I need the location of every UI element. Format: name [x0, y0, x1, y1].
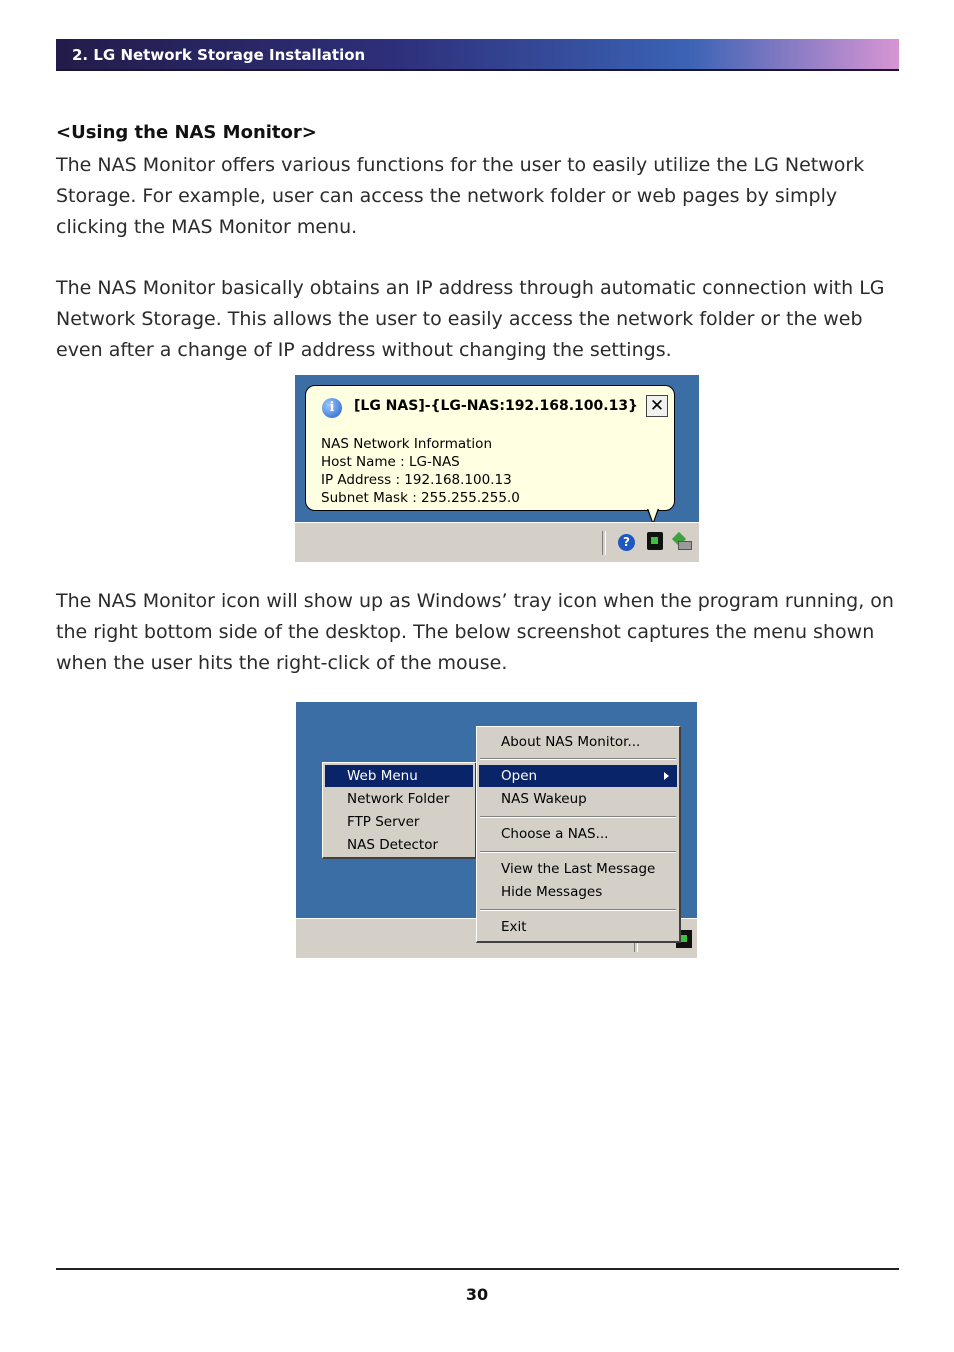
notification-balloon [305, 385, 675, 511]
paragraph-ip: The NAS Monitor basically obtains an IP address through automatic connection with LG Network Storage. This allows the user to easily access the network folder or the web even after a change of IP address without changing the settings. [56, 277, 885, 361]
menu-separator [480, 816, 676, 818]
network-tray-icon[interactable] [672, 532, 692, 552]
menu-separator [480, 909, 676, 911]
paragraph-intro: The NAS Monitor offers various functions for the user to easily utilize the LG Network Storage. For example, user can access the network folder or web pages by simply clicking the MAS Monitor menu. [56, 154, 865, 238]
tray-separator [602, 531, 606, 555]
menu-item-choose-nas[interactable]: Choose a NAS... [501, 826, 609, 842]
menu-item-ftp-server[interactable]: FTP Server [347, 814, 420, 830]
menu-item-network-folder[interactable]: Network Folder [347, 791, 450, 807]
balloon-line: NAS Network Information [321, 436, 492, 452]
web-submenu [322, 762, 477, 859]
menu-separator [480, 758, 676, 760]
menu-item-web-menu[interactable]: Web Menu [325, 765, 473, 787]
menu-item-view-last-message[interactable]: View the Last Message [501, 861, 656, 877]
section-title: <Using the NAS Monitor> [56, 122, 317, 143]
menu-item-nas-detector[interactable]: NAS Detector [347, 837, 439, 853]
menu-item-nas-wakeup[interactable]: NAS Wakeup [501, 791, 587, 807]
page-number: 30 [465, 1285, 489, 1304]
menu-separator [480, 851, 676, 853]
footer-divider [56, 1268, 899, 1270]
header-bar [56, 39, 899, 71]
submenu-arrow-icon [664, 772, 669, 780]
screenshot-context-menu [296, 702, 697, 958]
balloon-line: Host Name : LG-NAS [321, 454, 460, 470]
menu-item-about[interactable]: About NAS Monitor... [501, 734, 641, 750]
header-title: 2. LG Network Storage Installation [72, 46, 366, 64]
balloon-title: [LG NAS]-{LG-NAS:192.168.100.13} [354, 398, 639, 414]
menu-item-open[interactable] [479, 765, 677, 787]
taskbar [295, 522, 699, 562]
paragraph-tray: The NAS Monitor icon will show up as Windows’ tray icon when the program running, on the right bottom side of the desktop. The below screenshot captures the menu shown when the user hits the right-click of the mouse. [56, 590, 894, 674]
balloon-tail-fill [648, 508, 658, 522]
info-icon: i [322, 398, 342, 418]
balloon-close-button[interactable]: ✕ [646, 395, 668, 417]
menu-item-exit[interactable]: Exit [501, 919, 527, 935]
nas-monitor-menu [476, 726, 681, 943]
balloon-line: Subnet Mask : 255.255.255.0 [321, 490, 520, 506]
menu-item-open-label: Open [501, 768, 538, 784]
menu-item-hide-messages[interactable]: Hide Messages [501, 884, 603, 900]
screenshot-balloon [295, 375, 699, 562]
help-icon[interactable]: ? [618, 534, 635, 551]
balloon-line: IP Address : 192.168.100.13 [321, 472, 512, 488]
nas-monitor-tray-icon[interactable] [647, 532, 663, 550]
